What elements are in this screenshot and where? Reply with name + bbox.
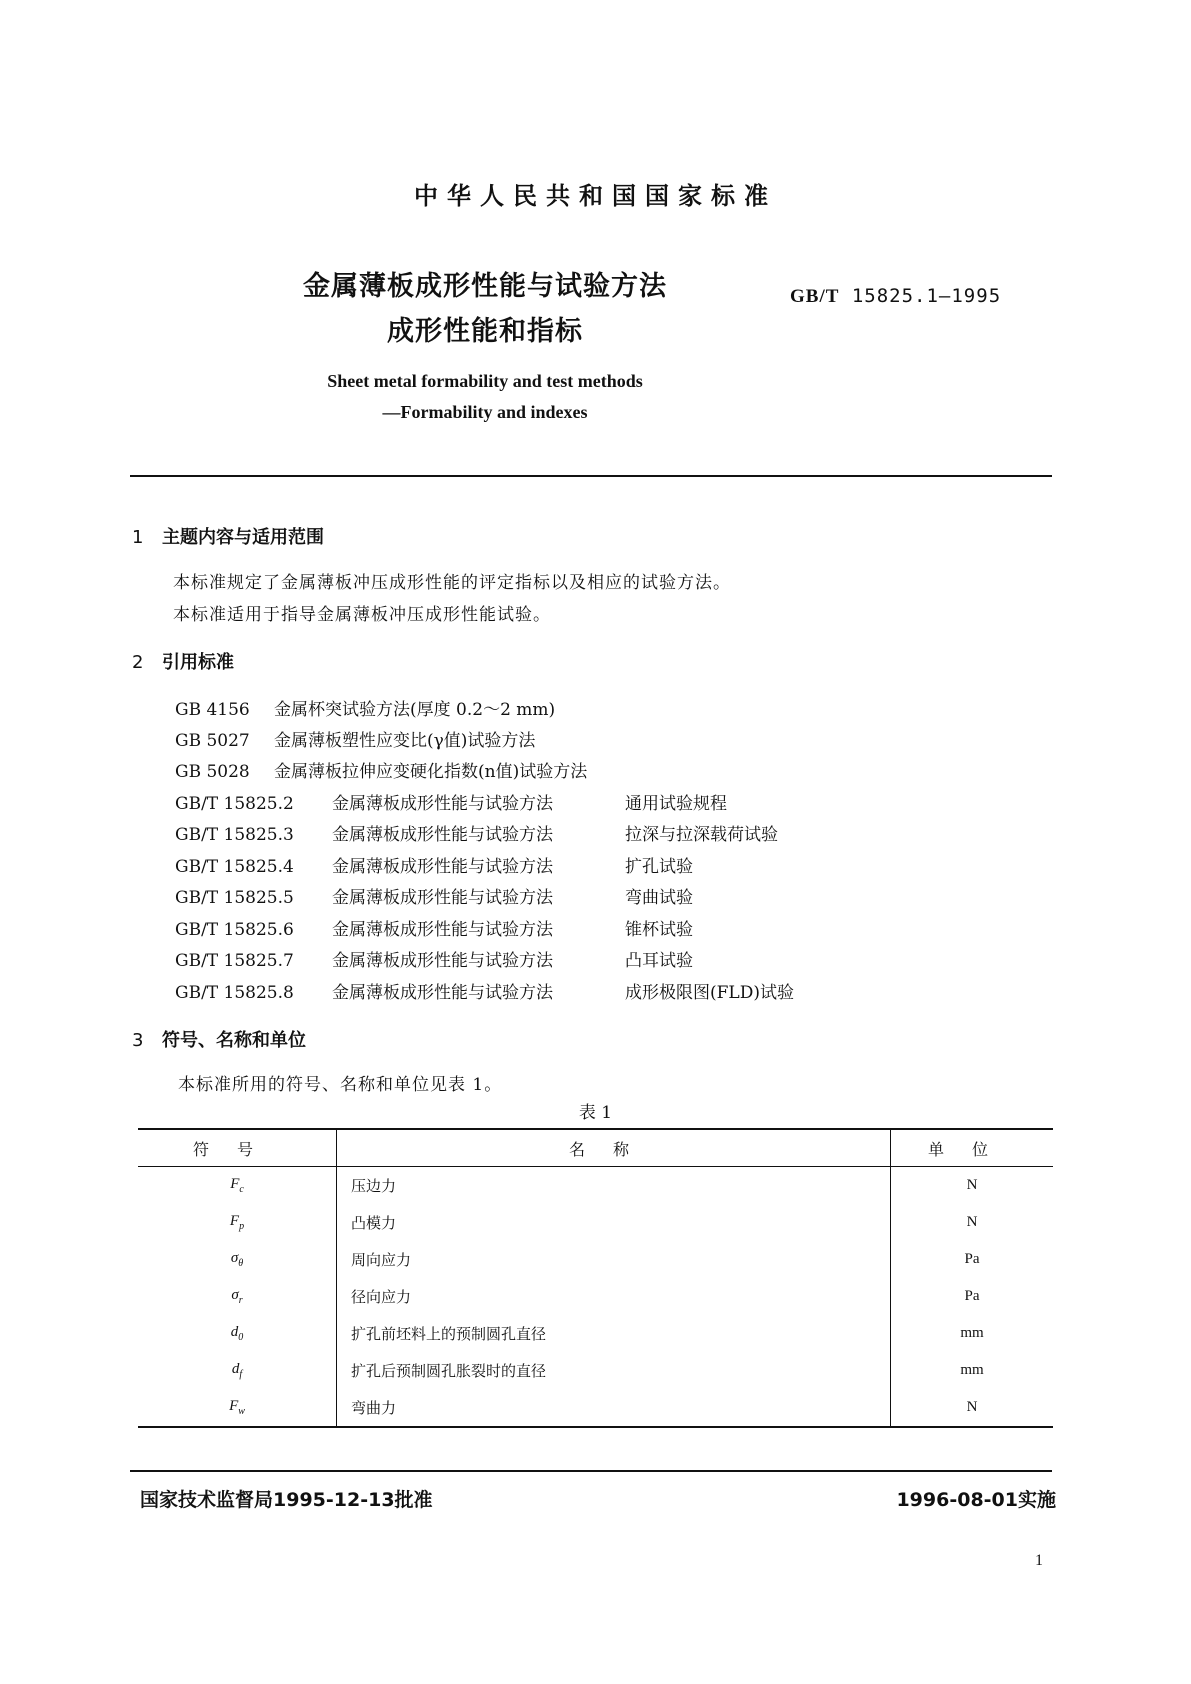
table-row	[138, 1389, 1053, 1427]
reference-title: 金属薄板塑性应变比(γ值)试验方法	[274, 731, 536, 751]
header-name: 名称	[337, 1129, 891, 1167]
table-row	[138, 1352, 1053, 1389]
reference-title: 金属薄板成形性能与试验方法	[332, 983, 553, 1003]
reference-subtitle: 弯曲试验	[625, 888, 693, 908]
reference-title: 金属薄板成形性能与试验方法	[332, 825, 553, 845]
reference-item	[175, 726, 535, 751]
unit-cell: Pa	[964, 1288, 980, 1304]
reference-code: GB/T 15825.5	[175, 888, 294, 908]
reference-title: 金属薄板成形性能与试验方法	[332, 951, 553, 971]
nation-standard-heading: 中华人民共和国国家标准	[414, 182, 777, 210]
name-cell: 弯曲力	[337, 1389, 891, 1427]
section-2-heading	[132, 648, 234, 674]
name-cell: 周向应力	[337, 1241, 891, 1278]
table-row	[138, 1167, 1053, 1205]
table-row	[138, 1315, 1053, 1352]
table-row	[138, 1241, 1053, 1278]
symbol-cell: $F_p$	[138, 1204, 337, 1241]
unit-cell: N	[891, 1389, 1054, 1427]
table-row	[138, 1204, 1053, 1241]
reference-item	[175, 820, 778, 845]
section-3-title: 符号、名称和单位	[162, 1030, 306, 1051]
reference-code: GB/T 15825.4	[175, 857, 294, 877]
unit-cell: Pa	[964, 1251, 980, 1267]
section-1-para-1: 本标准规定了金属薄板冲压成形性能的评定指标以及相应的试验方法。	[173, 573, 731, 593]
standard-number	[790, 285, 1001, 308]
symbol-cell: $d_f$	[138, 1352, 337, 1389]
unit-cell: N	[966, 1177, 978, 1193]
reference-code: GB 5027	[175, 731, 250, 751]
reference-item	[175, 978, 794, 1003]
section-1-title: 主题内容与适用范围	[162, 527, 324, 548]
symbol-cell: $F_w$	[138, 1389, 337, 1427]
reference-code: GB/T 15825.7	[175, 951, 294, 971]
reference-subtitle: 扩孔试验	[625, 857, 693, 877]
header-rule	[130, 475, 1052, 477]
section-2-title: 引用标准	[162, 652, 234, 673]
unit-cell: N	[966, 1214, 978, 1230]
reference-item	[175, 946, 693, 971]
title-en-line2: —Formability and indexes	[382, 402, 588, 422]
effective-date: 1996-08-01实施	[896, 1489, 1056, 1511]
reference-code: GB/T 15825.6	[175, 920, 294, 940]
name-cell: 扩孔前坯料上的预制圆孔直径	[337, 1315, 891, 1352]
reference-item	[175, 789, 727, 814]
symbol-cell: $F_c$	[138, 1167, 337, 1205]
reference-item	[175, 915, 693, 940]
symbol-cell: $\sigma_r$	[138, 1278, 337, 1315]
footer-rule	[130, 1470, 1052, 1472]
reference-code: GB 4156	[175, 700, 250, 720]
reference-title: 金属薄板成形性能与试验方法	[332, 794, 553, 814]
reference-subtitle: 通用试验规程	[625, 794, 727, 814]
section-1-heading	[132, 523, 324, 549]
name-cell: 凸模力	[337, 1204, 891, 1241]
table-caption: 表 1	[578, 1103, 613, 1123]
header-unit: 单位	[891, 1129, 1054, 1167]
reference-subtitle: 成形极限图(FLD)试验	[625, 983, 794, 1003]
header-symbol: 符号	[138, 1129, 337, 1167]
reference-item	[175, 852, 693, 877]
title-cn-line1: 金属薄板成形性能与试验方法	[303, 271, 667, 302]
reference-subtitle: 拉深与拉深载荷试验	[625, 825, 778, 845]
title-en-line1: Sheet metal formability and test methods	[327, 371, 643, 391]
name-cell: 径向应力	[337, 1278, 891, 1315]
reference-code: GB/T 15825.3	[175, 825, 294, 845]
reference-title: 金属薄板拉伸应变硬化指数(n值)试验方法	[274, 762, 588, 782]
reference-code: GB/T 15825.2	[175, 794, 294, 814]
table-header-row	[138, 1129, 1053, 1167]
title-cn-line2: 成形性能和指标	[387, 316, 583, 347]
standard-prefix: GB/T	[790, 286, 840, 307]
table-row	[138, 1278, 1053, 1315]
reference-title: 金属杯突试验方法(厚度 0.2～2 mm)	[274, 700, 556, 720]
reference-subtitle: 锥杯试验	[625, 920, 693, 940]
approval-date: 国家技术监督局1995-12-13批准	[140, 1489, 433, 1511]
section-1-para-2: 本标准适用于指导金属薄板冲压成形性能试验。	[173, 605, 551, 625]
name-cell: 扩孔后预制圆孔胀裂时的直径	[337, 1352, 891, 1389]
section-1-number: 1	[132, 527, 144, 548]
reference-item	[175, 757, 587, 782]
reference-item	[175, 883, 693, 908]
standard-number-value: 15825.1—1995	[851, 285, 1002, 307]
page-number: 1	[1035, 1552, 1043, 1569]
reference-title: 金属薄板成形性能与试验方法	[332, 920, 553, 940]
symbol-cell: $\sigma_\theta$	[138, 1241, 337, 1278]
reference-subtitle: 凸耳试验	[625, 951, 693, 971]
name-cell: 压边力	[337, 1167, 891, 1205]
section-3-number: 3	[132, 1030, 144, 1051]
unit-cell: mm	[960, 1362, 984, 1378]
reference-title: 金属薄板成形性能与试验方法	[332, 857, 553, 877]
reference-item	[175, 695, 555, 720]
reference-code: GB/T 15825.8	[175, 983, 294, 1003]
symbol-cell: $d_0$	[138, 1315, 337, 1352]
section-3-heading	[132, 1026, 306, 1052]
unit-cell: mm	[960, 1325, 984, 1341]
reference-code: GB 5028	[175, 762, 250, 782]
section-3-para: 本标准所用的符号、名称和单位见表 1。	[178, 1075, 503, 1095]
symbols-table	[138, 1128, 1053, 1428]
section-2-number: 2	[132, 652, 144, 673]
reference-title: 金属薄板成形性能与试验方法	[332, 888, 553, 908]
